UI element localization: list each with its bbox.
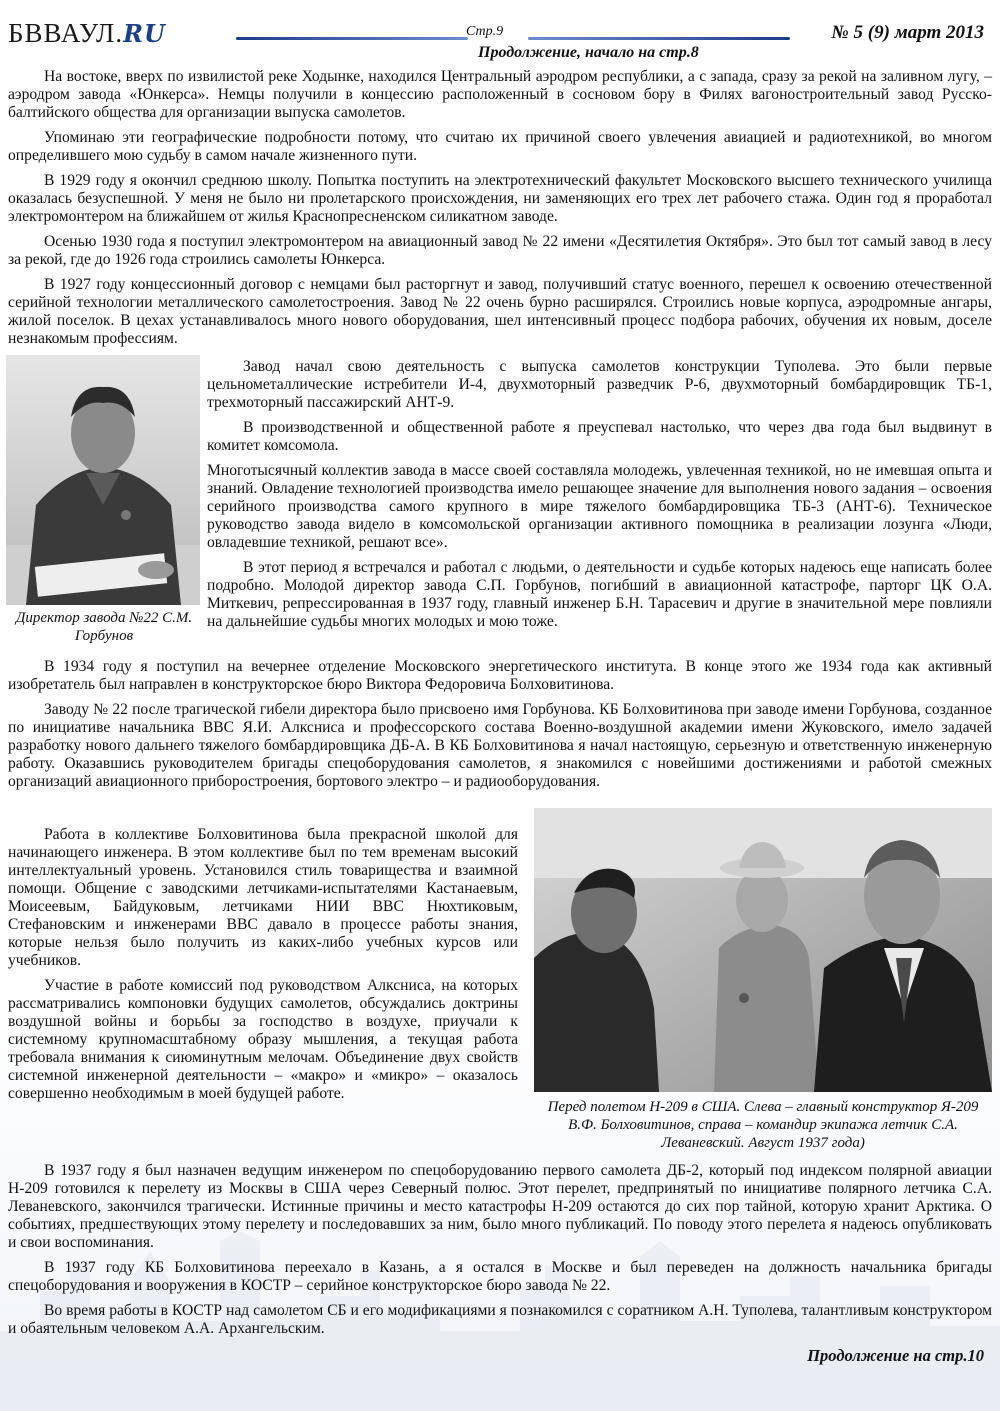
group-illustration [534,808,992,1092]
paragraph: На востоке, вверх по извилистой реке Ходынке, находился Центральный аэродром республики, а с запада, сразу за рекой на заливном лугу, – аэродром завода «Юнкерса». Немцы получили в концессию расположенный в сосновом бору в Филях вагоностроительный завод Русско-балтийского общества для организации выпуска самолетов. [8,68,992,121]
page-number: Стр.9 [466,24,504,39]
n209-group-caption: Перед полетом Н-209 в США. Слева – главный конструктор Я-209 В.Ф. Болховитинов, справа – командир экипажа летчик С.А. Леваневский. Август 1937 года) [547,1099,979,1151]
continued-to-note[interactable]: Продолжение на стр.10 [807,1346,984,1365]
paragraph: Работа в коллективе Болховитинова была прекрасной школой для начинающего инженера. В этом коллективе был по тем временам высокий интеллектуальный уровень. Установился стиль товарищества и взаимной помощи. Общение с заводскими летчиками-испытателями Кастанаевым, Моисеевым, Байдуковым, летчиками НИИ ВВС Нюхтиковым, Стефановским и инженерами ВВС давало в процессе работы знания, которые нельзя было получить из каких-либо учебных курсов или учебников. [8,826,518,969]
paragraph: В этот период я встречался и работал с людьми, о деятельности и судьбе которых надеюсь еще написать более подробно. Молодой директор завода С.П. Горбунов, погибший в авиационной катастрофе, парторг ЦК О.А. Миткевич, репрессированная в 1937 году, главный инженер Б.Н. Тарасевич и другие в значительной мере повлияли на дальнейшие судьбы многих молодых и мою тоже. [207,559,992,630]
director-portrait-photo [6,355,200,605]
site-logo[interactable] [8,18,166,49]
article-bottom-block [8,1162,992,1345]
article-left-column [8,826,518,1110]
paragraph: Участие в работе комиссий под руководством Алксниса, на которых рассматривались компоновки будущих самолетов, обсуждались доктрины воздушной войны и борьбы за господство в воздухе, приучали к системному крупномасштабному образу мышления, а текущая работа требовала внимания к сиюминутным мелочам. Объединение двух свойств системной инженерной деятельности – «макро» и «микро» – оказалось совершенно необходимым в моей будущей работе. [8,977,518,1102]
issue-number: № 5 (9) март 2013 [831,22,984,43]
paragraph: Завод начал свою деятельность с выпуска самолетов конструкции Туполева. Это были первые цельнометаллические истребители И-4, двухмоторный разведчик Р-6, двухмоторный бомбардировщик ТБ-1, трехмоторный пассажирский АНТ-9. [207,358,992,411]
masthead [8,14,992,48]
director-portrait-caption: Директор завода №22 С.М. Горбунов [15,610,193,644]
paragraph: Заводу № 22 после трагической гибели директора было присвоено имя Горбунова. КБ Болховитинова при заводе имени Горбунова, созданное по инициативе начальника ВВС Я.И. Алксниса и профессорского состава Военно-воздушной академии имени Жуковского, имело задачей разработку нового дальнего тяжелого бомбардировщика ДБ-А. В КБ Болховитинова я начал настоящую, серьезную и ответственную инженерную работу. Оказавшись руководителем бригады спецоборудования самолетов, я знакомился с новейшими достижениями и работой смежных организаций авиационного приборостроения, бортового электро – и радиооборудования. [8,701,992,790]
continued-from-note: Продолжение, начало на стр.8 [478,44,699,61]
header-rule-right [528,37,790,40]
paragraph: В 1934 году я поступил на вечернее отделение Московского энергетического института. В конце этого же 1934 года как активный изобретатель был направлен в конструкторское бюро Виктора Федоровича Болховитинова. [8,658,992,693]
article-top-block [8,68,992,355]
paragraph: Упоминаю эти географические подробности потому, что считаю их причиной своего увлечения авиацией и радиотехникой, во многом определившего мою судьбу в самом начале жизненного пути. [8,129,992,164]
logo-ru-text: RU [123,19,166,48]
paragraph: В 1937 году КБ Болховитинова переехало в Казань, а я остался в Москве и был переведен на должность начальника бригады спецоборудования и вооружения в КОСТР – серийное конструкторское бюро завода № 22. [8,1259,992,1294]
logo-main-text: БВВАУЛ. [8,18,124,48]
n209-group-photo [534,808,992,1092]
paragraph: В 1927 году концессионный договор с немцами был расторгнут и завод, получивший статус военного, перешел к освоению отечественной серийной технологии металлического самолетостроения. Завод № 22 очень бурно расширялся. Строились новые корпуса, аэродромные ангары, жилой поселок. В цехах устанавливалось много нового оборудования, шел интенсивный процесс подбора рабочих, обучения их новым, доселе незнакомым профессиям. [8,276,992,347]
header-rule-left [236,37,468,40]
article-middle-block [8,658,992,798]
paragraph: В 1929 году я окончил среднюю школу. Попытка поступить на электротехнический факультет Московского высшего технического училища оказалась безуспешной. У меня не было ни пролетарского происхождения, ни заменяющих его трех лет рабочего стажа. Один год я проработал электромонтером на ближайшем от жилья Краснопресненском силикатном заводе. [8,172,992,225]
paragraph: Осенью 1930 года я поступил электромонтером на авиационный завод № 22 имени «Десятилетия Октября». Это был тот самый завод в лесу за рекой, где до 1926 года строились самолеты Юнкерса. [8,233,992,268]
portrait-illustration [6,355,200,605]
paragraph: В производственной и общественной работе я преуспевал настолько, что через два года был выдвинут в комитет комсомола. [207,419,992,454]
paragraph: В 1937 году я был назначен ведущим инженером по спецоборудованию первого самолета ДБ-2, который под индексом полярной авиации Н-209 готовился к перелету из Москвы в США через Северный полюс. Этот перелет, предпринятый по инициативе полярного летчика С.А. Леваневского, закончился трагически. Истинные причины и место катастрофы Н-209 остаются до сих пор тайной, которую хранит Арктика. О событиях, предшествующих этому перелету и последовавших за ним, было много публикаций. По поводу этого перелета я надеюсь опубликовать и свои воспоминания. [8,1162,992,1251]
article-right-of-portrait [207,358,992,638]
paragraph: Многотысячный коллектив завода в массе своей составляла молодежь, увлеченная техникой, но не имевшая опыта и знаний. Овладение технологией производства имело решающее значение для выполнения нового задания – освоения серийного производства самого крупного в мире тяжелого бомбардировщика ТБ-3 (АНТ-6). Техническое руководство завода видело в комсомольской организации активного помощника в реализации лозунга «Люди, овладевшие техникой, решают все». [207,462,992,551]
paragraph: Во время работы в КОСТР над самолетом СБ и его модификациями я познакомился с соратником А.Н. Туполева, талантливым конструктором и обаятельным человеком А.А. Архангельским. [8,1302,992,1337]
